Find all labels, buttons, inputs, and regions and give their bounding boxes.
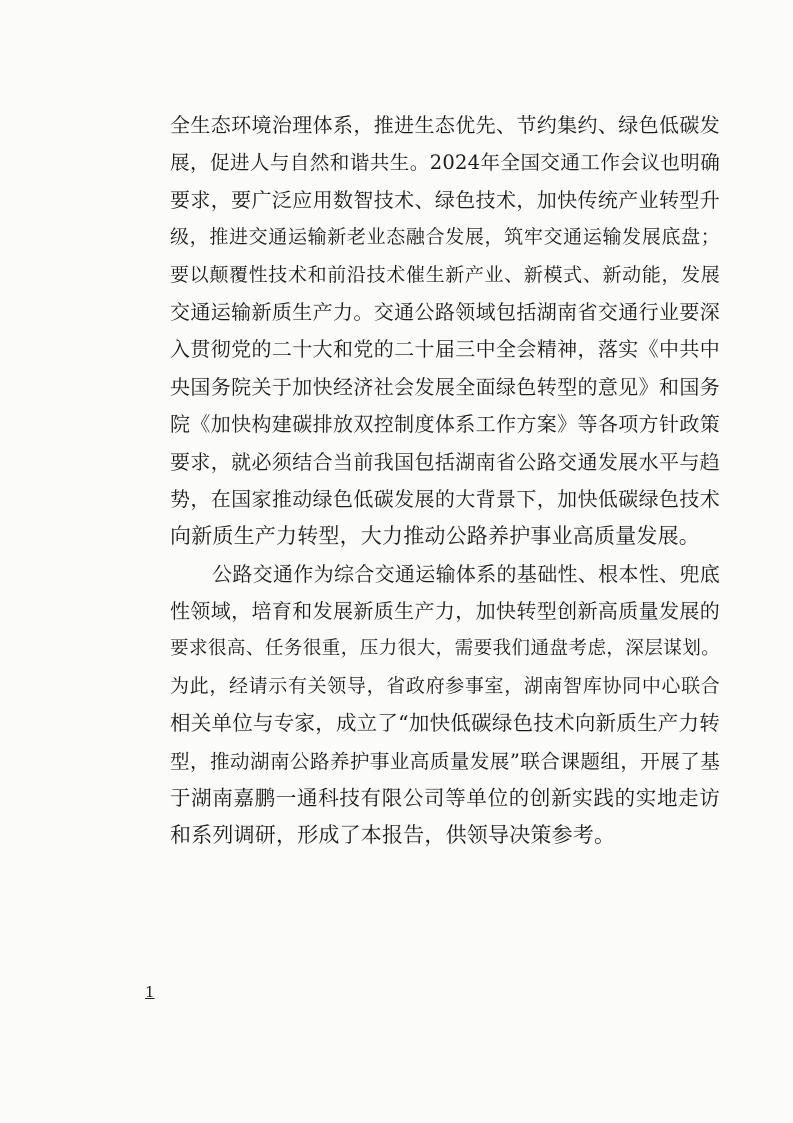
text-line: 公路交通作为综合交通运输体系的基础性、根本性、兜底 [212,561,720,586]
text-line: 要求，就必须结合当前我国包括湖南省公路交通发展水平与趋 [170,449,720,474]
text-line: 央国务院关于加快经济社会发展全面绿色转型的意见》和国务 [170,374,720,399]
text-line: 院《加快构建碳排放双控制度体系工作方案》等各项方针政策 [170,412,720,437]
text-line: 入贯彻党的二十大和党的二十届三中全会精神，落实《中共中 [170,337,720,362]
text-line: 要求，要广泛应用数智技术、绿色技术，加快传统产业转型升 [170,187,720,212]
text-line: 型，推动湖南公路养护事业高质量发展”联合课题组，开展了基 [170,749,720,773]
text-line: 全生态环境治理体系，推进生态优先、节约集约、绿色低碳发 [170,113,720,137]
text-line: 级，推进交通运输新老业态融合发展，筑牢交通运输发展底盘； [170,226,720,249]
text-line: 性领域，培育和发展新质生产力，加快转型创新高质量发展的 [170,599,720,624]
text-line: 展，促进人与自然和谐共生。2024年全国交通工作会议也明确 [170,151,720,175]
text-line: 于湖南嘉鹏一通科技有限公司等单位的创新实践的实地走访 [170,786,720,811]
paragraph-1 [170,107,720,556]
paragraph-2 [170,556,720,855]
text-line: 交通运输新质生产力。交通公路领域包括湖南省交通行业要深 [170,299,720,324]
text-line: 相关单位与专家，成立了“加快低碳绿色技术向新质生产力转 [170,711,720,736]
body-text [170,107,720,855]
text-line: 势，在国家推动绿色低碳发展的大背景下，加快低碳绿色技术 [170,486,720,511]
text-line: 为此，经请示有关领导，省政府参事室，湖南智库协同中心联合 [170,674,720,697]
text-line: 要求很高、任务很重，压力很大，需要我们通盘考虑，深层谋划。 [170,638,720,660]
text-line: 向新质生产力转型，大力推动公路养护事业高质量发展。 [170,524,700,549]
page-number: 1 [145,983,155,1001]
text-line: 要以颠覆性技术和前沿技术催生新产业、新模式、新动能，发展 [170,263,720,286]
text-line: 和系列调研，形成了本报告，供领导决策参考。 [170,823,616,848]
